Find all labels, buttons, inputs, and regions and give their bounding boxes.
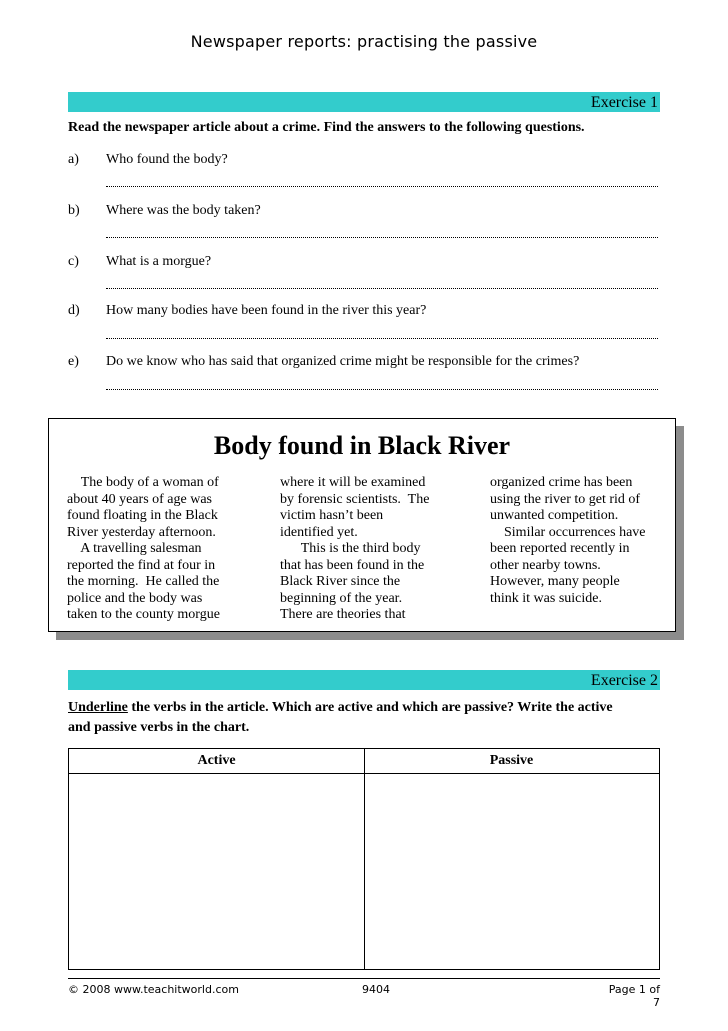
exercise-2-label: Exercise 2 (590, 672, 658, 689)
question-letter: b) (68, 203, 80, 218)
article-column-2: where it will be examined by forensic scientists. The victim hasn’t been identified yet. This is the third body that has been found in the Black River since the beginning of the year. There are theories that (280, 475, 430, 622)
footer-page-number: Page 1 of 7 (608, 983, 660, 1009)
exercise-2-banner (68, 670, 660, 690)
exercise-2-instruction (68, 698, 668, 738)
exercise-1-label: Exercise 1 (590, 94, 658, 111)
chart-header-passive: Passive (489, 753, 534, 768)
question-text: Do we know who has said that organized crime might be responsible for the crimes? (106, 354, 580, 369)
article-column-3: organized crime has been using the river to get rid of unwanted competition. Similar occurrences have been reported recently in other nearby towns. However, many people think it was suicide. (490, 475, 646, 606)
article-headline: Body found in Black River (213, 431, 511, 460)
instruction-line-1: the verbs in the article. Which are active and which are passive? Write the active (127, 700, 613, 715)
question-letter: d) (68, 303, 80, 318)
question-letter: e) (68, 354, 79, 369)
article-column-1: The body of a woman of about 40 years of age was found floating in the Black River yesterday afternoon. A travelling salesman reported the find at four in the morning. He called the police and the body was taken to the county morgue (67, 475, 220, 622)
footer-rule (68, 978, 660, 979)
answer-line[interactable] (106, 389, 658, 390)
newspaper-article (48, 418, 676, 632)
chart-header-active: Active (197, 753, 236, 768)
footer-copyright: © 2008 www.teachitworld.com (68, 983, 239, 996)
question-letter: c) (68, 254, 79, 269)
answer-line[interactable] (106, 186, 658, 187)
footer-code: 9404 (362, 983, 390, 996)
answer-line[interactable] (106, 237, 658, 238)
exercise-1-instruction: Read the newspaper article about a crime. Find the answers to the following questions. (68, 120, 585, 135)
question-letter: a) (68, 152, 79, 167)
question-text: How many bodies have been found in the river this year? (106, 303, 427, 318)
chart-column-divider (364, 749, 365, 969)
verb-chart (68, 748, 660, 970)
answer-line[interactable] (106, 338, 658, 339)
instruction-underlined-word: Underline (68, 700, 128, 715)
page-title: Newspaper reports: practising the passive (190, 32, 538, 51)
question-text: Who found the body? (106, 152, 228, 167)
instruction-line-2: and passive verbs in the chart. (68, 720, 250, 735)
question-text: What is a morgue? (106, 254, 212, 269)
answer-line[interactable] (106, 288, 658, 289)
question-text: Where was the body taken? (106, 203, 261, 218)
exercise-1-banner (68, 92, 660, 112)
